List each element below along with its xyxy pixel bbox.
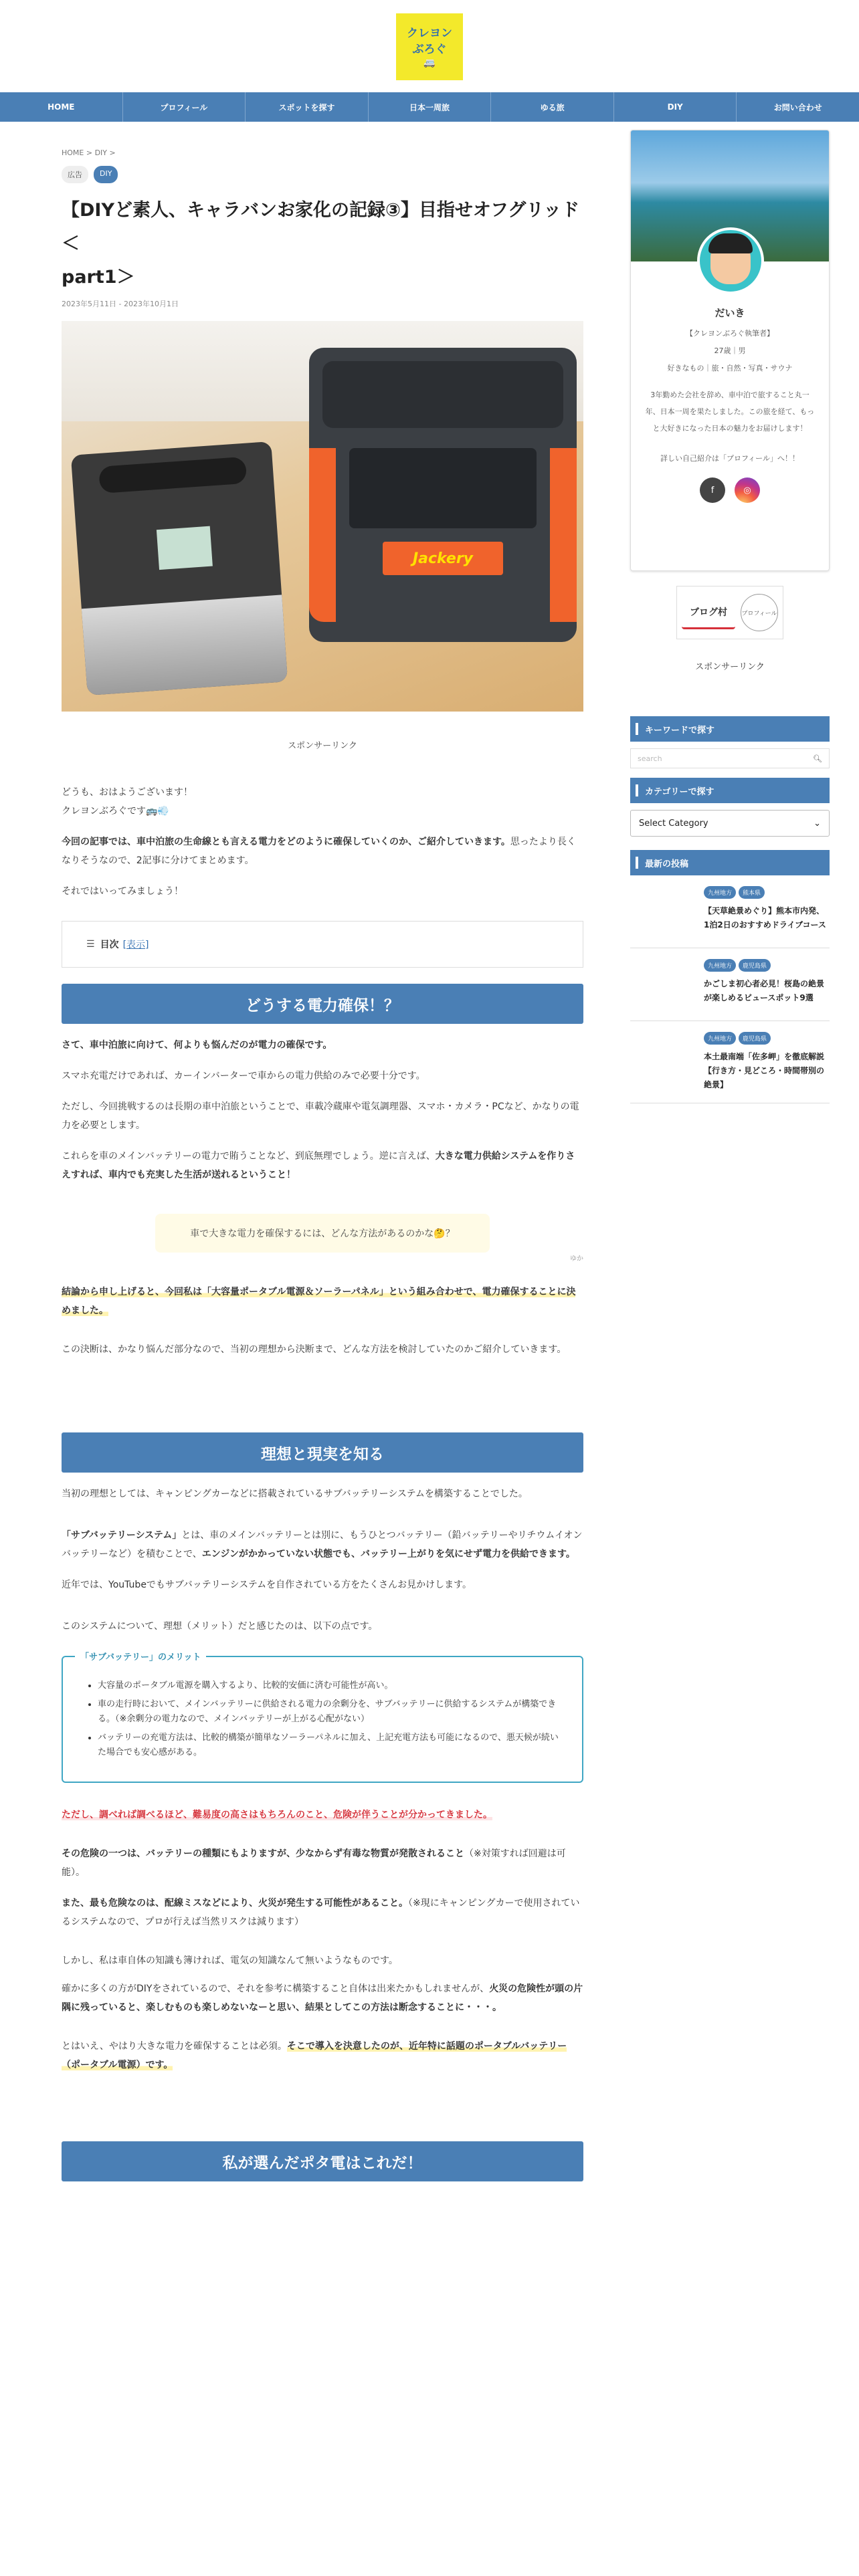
recent-posts-widget [630,850,830,1103]
logo-text-2: ぶろぐ [412,43,447,56]
search-widget-title: キーワードで探す [630,716,830,742]
merit-box [62,1652,583,1783]
post-date: 2023年5月11日 - 2023年10月1日 [62,300,179,308]
heading-power: どうする電力確保！？ [62,984,583,1024]
recent-post[interactable] [630,875,830,948]
heading-chosen-power: 私が選んだポタ電はこれだ！ [62,2141,583,2181]
post-tag[interactable]: 九州地方 [704,1032,736,1045]
s1-p5: この決断は、かなり悩んだ部分なので、当初の理想から決断まで、どんな方法を検討していたのかご紹介していきます。 [62,1344,567,1355]
s2-p5a: その危険の一つは、バッテリーの種類にもよりますが、少なからず有毒な物質が発散されること [62,1848,464,1859]
s2-p3: 近年では、YouTubeでもサブバッテリーシステムを自作されている方をたくさんお見かけします。 [62,1580,472,1590]
search-icon[interactable]: 🔍︎ [813,754,822,763]
category-widget-title: カテゴリーで探す [630,778,830,803]
s2-p2b: とは、車のメインバッテリーとは別に、もうひとつバッテリー（鉛バッテリーやリチウムイオンバッテリーなど）を積むことで、 [62,1530,583,1560]
s2-p2 [62,1526,583,1564]
profile-more-link[interactable]: 詳しい自己紹介は「プロフィール」へ！！ [660,454,799,463]
jackery-power-station [309,348,577,642]
s2-p9 [62,2037,583,2074]
s2-p6a: また、最も危険なのは、配線ミスなどにより、火災が発生する可能性があること。 [62,1898,408,1909]
post-tag[interactable]: 鹿児島県 [739,1032,771,1045]
category-diy[interactable]: DIY [94,166,118,183]
s1-p4 [62,1147,583,1184]
sidebar [630,130,830,1103]
post-title[interactable]: 【天草絶景めぐり】熊本市内発、1泊2日のおすすめドライブコース [704,906,826,930]
profile-card [630,130,830,571]
s1-p2: スマホ充電だけであれば、カーインバーターで車からの電力供給のみで必要十分です。 [62,1071,425,1081]
s2-p8a: 確かに多くの方がDIYをされているので、それを参考に構築すること自体は出来たかもしれませんが、 [62,1983,490,1994]
search-widget [630,716,830,768]
nav-yuru-trip[interactable]: ゆる旅 [491,92,614,122]
recent-post[interactable] [630,948,830,1021]
post-thumbnail[interactable] [630,959,697,1010]
s2-p2c: エンジンがかかっていない状態でも、バッテリー上がりを気にせず電力を供給できます。 [201,1549,575,1560]
logo-text-1: クレヨン [407,27,452,40]
blogmura-profile-badge: プロフィール [741,594,778,631]
chevron-down-icon: ⌄ [814,818,821,829]
s2-p2a: 「サブバッテリーシステム」 [62,1530,182,1541]
profile-line-3: 好きなもの｜旅・自然・写真・サウナ [667,364,793,372]
merit-box-caption: 「サブバッテリー」のメリット [75,1650,206,1662]
nav-spots[interactable]: スポットを探す [246,92,369,122]
nav-home[interactable]: HOME [0,92,123,122]
category-select[interactable] [630,810,830,837]
site-header [0,0,859,92]
merit-item: • 車の走行時において、メインバッテリーに供給される電力の余剰分を、サブバッテリーに供給するシステムが構築できる。（※余剰分の電力なので、メインバッテリーが上がる心配がない） [98,1697,563,1727]
merit-item: • バッテリーの充電方法は、比較的構築が簡単なソーラーパネルに加え、上記充電方法も可能になるので、悪天候が続いた場合でも安心感がある。 [98,1731,563,1760]
s2-p9b: そこで導入を決意したのが、近年特に話題のポータブルバッテリー（ポータブル電源）です。 [62,2041,567,2070]
s2-p9a: とはいえ、やはり大きな電力を確保することは必須。 [62,2041,287,2052]
post-tag[interactable]: 九州地方 [704,886,736,899]
instagram-icon[interactable]: ◎ [735,477,760,503]
greeting-2: クレヨンぶろぐです🚌💨 [62,806,169,817]
category-widget [630,778,830,837]
s2-p5b: （※対策すれば回避は可能）。 [62,1848,566,1878]
post-tag[interactable]: 熊本県 [739,886,765,899]
s2-p4: このシステムについて、理想（メリット）だと感じたのは、以下の点です。 [62,1621,378,1632]
page-title [62,194,583,294]
s2-p8 [62,1979,583,2017]
site-logo[interactable] [396,13,463,80]
s1-p4b: 大きな電力供給システムを作りさえすれば、車内でも充実した生活が送れるということ！ [62,1151,575,1180]
nav-japan-trip[interactable]: 日本一周旅 [369,92,492,122]
category-select-value: Select Category [639,818,708,829]
breadcrumb[interactable]: HOME > DIY > [62,148,116,157]
blogmura-banner[interactable] [676,586,783,639]
conclusion-text: 結論から申し上げると、今回私は「大容量ポータブル電源＆ソーラーパネル」という組み合わせで、電力確保することに決めました。 [62,1287,576,1316]
recent-posts-title: 最新の投稿 [630,850,830,875]
greeting-1: どうも、おはようございます！ [62,787,193,798]
intro-rest: 思ったより長くなりそうなので、2記事に分けてまとめます。 [62,837,576,866]
recent-post[interactable] [630,1021,830,1103]
post-title[interactable]: かごしま初心者必見！桜島の絶景が楽しめるビュースポット9選 [704,979,825,1002]
s1-p4a: これらを車のメインバッテリーの電力で賄うことなど、到底無理でしょう。逆に言えば、 [62,1151,436,1162]
sponsor-label: スポンサーリンク [288,741,357,751]
s2-p5 [62,1844,583,1882]
title-line-2: part1＞ [62,267,135,288]
post-thumbnail[interactable] [630,886,697,937]
blogmura-logo: ブログ村 [682,596,735,629]
heading-ideal-reality: 理想と現実を知る [62,1432,583,1473]
post-tag[interactable]: 鹿児島県 [739,959,771,972]
profile-line-2: 27歳｜男 [714,346,746,355]
table-of-contents [62,921,583,968]
profile-description: 3年勤めた会社を辞め、車中泊で旅すること丸一年、日本一周を果たしました。この旅を経て、もっと大好きになった日本の魅力をお届けします！ [645,391,815,433]
profile-line-1: 【クレヨンぶろぐ執筆者】 [686,329,774,338]
avatar [697,227,764,294]
warning-text: ただし、調べれば調べるほど、難易度の高さはもちろんのこと、危険が伴うことが分かってきました。 [62,1810,492,1820]
facebook-icon[interactable]: f [700,477,725,503]
lets-go: それではいってみましょう！ [62,886,183,897]
social-links [631,477,829,503]
category-list [62,166,583,183]
s2-p7: しかし、私は車自体の知識も簿ければ、電気の知識なんて無いようなものです。 [62,1955,398,1966]
s2-p8b: 火災の危険性が頭の片隅に残っていると、楽しむものも楽しめないなーと思い、結果としてこの方法は断念することに・・・。 [62,1983,583,2013]
toc-label: 目次 [100,940,119,950]
post-thumbnail[interactable] [630,1032,697,1083]
bubble-name: ゆか [570,1255,583,1263]
nav-profile[interactable]: プロフィール [123,92,246,122]
post-tag[interactable]: 九州地方 [704,959,736,972]
warning [62,1806,583,1824]
profile-name: だいき [714,307,745,319]
s2-p6 [62,1894,583,1931]
nav-diy[interactable]: DIY [614,92,737,122]
title-line-1: 【DIYど素人、キャラバンお家化の記録③】目指せオフグリッド＜ [62,200,580,254]
conclusion [62,1283,583,1320]
bubble-text: 車で大きな電力を確保するには、どんな方法があるのかな🤔？ [155,1214,490,1253]
nav-contact[interactable]: お問い合わせ [773,102,822,112]
s2-p6b: （※現にキャンピングカーで使用されているシステムなので、プロが行えば当然リスクは減ります） [62,1898,580,1927]
search-placeholder: search [638,754,662,763]
small-power-station [71,441,288,695]
toc-show-link[interactable]: [表示] [122,940,149,950]
s1-p3: ただし、今回挑戦するのは長期の車中泊旅ということで、車載冷蔵庫や電気調理器、スマホ・カメラ・PCなど、かなりの電力を必要とします。 [62,1101,579,1131]
list-icon: ☰ [86,939,95,950]
article [62,148,583,2181]
sidebar-sponsor-label: スポンサーリンク [695,662,765,672]
post-title[interactable]: 本土最南端「佐多岬」を徹底解説【行き方・見どころ・時間帯別の絶景】 [704,1052,825,1089]
merit-item: • 大容量のポータブル電源を購入するより、比較的安価に済む可能性が高い。 [98,1679,563,1693]
intro-bold: 今回の記事では、車中泊旅の生命線とも言える電力をどのように確保していくのか、ご紹介していきます。 [62,837,510,847]
s2-p1: 当初の理想としては、キャンピングカーなどに搭載されているサブバッテリーシステムを構築することでした。 [62,1489,528,1499]
jackery-logo: Jackery [383,542,503,575]
category-ad[interactable]: 広告 [62,166,88,183]
s1-p1: さて、車中泊旅に向けて、何よりも悩んだのが電力の確保です。 [62,1040,332,1051]
search-input[interactable] [630,748,830,768]
speech-bubble [62,1214,583,1263]
hero-image [62,321,583,712]
van-icon: 🚐 [423,58,436,68]
global-nav [0,92,859,122]
intro [62,833,583,870]
